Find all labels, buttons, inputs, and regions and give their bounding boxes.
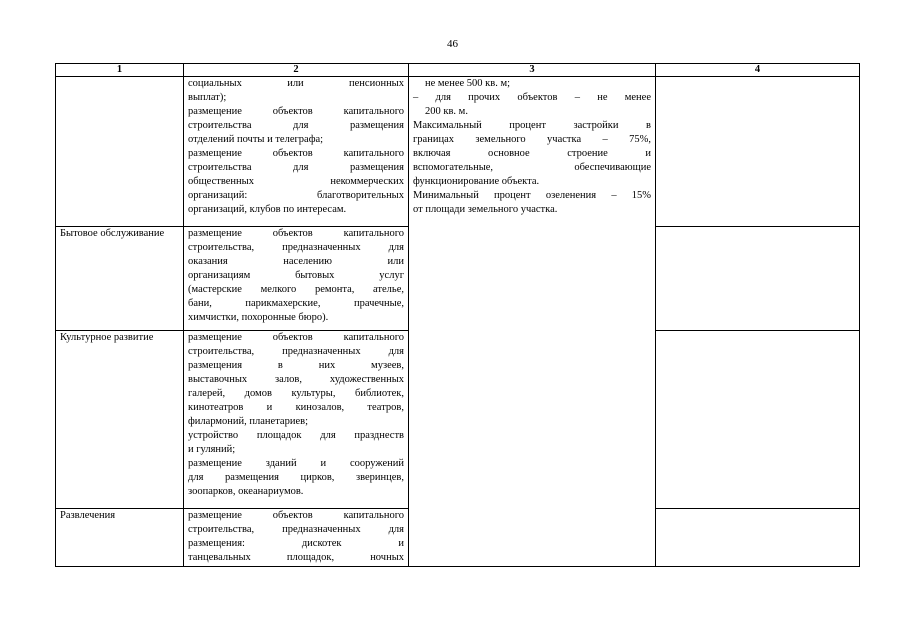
description-line: организаций: благотворительных	[188, 190, 404, 201]
regulations-table	[55, 63, 860, 567]
cell-restrictions	[656, 509, 860, 567]
table-row	[56, 77, 860, 227]
description-line: строительства, предназначенных для	[188, 524, 404, 535]
parameter-line: Минимальный процент озеленения – 15%	[413, 190, 651, 201]
description-line: организаций, клубов по интересам.	[188, 204, 347, 215]
parameter-line: от площади земельного участка.	[413, 204, 558, 215]
parameter-line: 200 кв. м.	[425, 106, 468, 117]
description-line: (мастерские мелкого ремонта, ателье,	[188, 284, 404, 295]
cell-description	[184, 227, 409, 331]
cell-restrictions	[656, 227, 860, 331]
description-line: размещение объектов капитального	[188, 106, 404, 117]
description-line: размещение объектов капитального	[188, 332, 404, 343]
description-line: выставочных залов, художественных	[188, 374, 404, 385]
description-line: строительства, предназначенных для	[188, 346, 404, 357]
cell-use-type: Развлечения	[56, 509, 184, 567]
description-line: строительства для размещения	[188, 162, 404, 173]
description-line: размещение объектов капитального	[188, 228, 404, 239]
parameter-line: Максимальный процент застройки в	[413, 120, 651, 131]
description-line: размещения: дискотек и	[188, 538, 404, 549]
description-line: выплат);	[188, 92, 227, 103]
description-line: и гуляний;	[188, 444, 236, 455]
header-col-2: 2	[184, 64, 409, 77]
cell-use-type	[56, 77, 184, 227]
description-line: отделений почты и телеграфа;	[188, 134, 324, 145]
cell-parameters	[409, 77, 656, 567]
parameter-line: не менее 500 кв. м;	[425, 78, 511, 89]
header-col-4: 4	[656, 64, 860, 77]
parameter-line: функционирование объекта.	[413, 176, 540, 187]
description-line: бани, парикмахерские, прачечные,	[188, 298, 404, 309]
cell-description	[184, 331, 409, 509]
description-line: строительства, предназначенных для	[188, 242, 404, 253]
parameter-line: вспомогательные, обеспечивающие	[413, 162, 651, 173]
description-line: кинотеатров и кинозалов, театров,	[188, 402, 404, 413]
cell-use-type: Бытовое обслуживание	[56, 227, 184, 331]
table-header-row	[56, 64, 860, 77]
description-line: общественных некоммерческих	[188, 176, 404, 187]
header-col-3: 3	[409, 64, 656, 77]
description-line: оказания населению или	[188, 256, 404, 267]
description-line: строительства для размещения	[188, 120, 404, 131]
cell-restrictions	[656, 331, 860, 509]
description-line: размещения в них музеев,	[188, 360, 404, 371]
description-line: устройство площадок для празднеств	[188, 430, 404, 441]
cell-description	[184, 77, 409, 227]
description-line: размещение объектов капитального	[188, 148, 404, 159]
description-line: химчистки, похоронные бюро).	[188, 312, 329, 323]
description-line: социальных или пенсионных	[188, 78, 404, 89]
cell-restrictions	[656, 77, 860, 227]
description-line: танцевальных площадок, ночных	[188, 552, 404, 563]
description-line: размещение зданий и сооружений	[188, 458, 404, 469]
description-line: организациям бытовых услуг	[188, 270, 404, 281]
cell-description	[184, 509, 409, 567]
description-line: для размещения цирков, зверинцев,	[188, 472, 404, 483]
parameter-line: включая основное строение и	[413, 148, 651, 159]
cell-use-type: Культурное развитие	[56, 331, 184, 509]
header-col-1: 1	[56, 64, 184, 77]
parameter-line: – для прочих объектов – не менее	[413, 92, 651, 103]
parameter-line: границах земельного участка – 75%,	[413, 134, 651, 145]
description-line: галерей, домов культуры, библиотек,	[188, 388, 404, 399]
description-line: зоопарков, океанариумов.	[188, 486, 304, 497]
page-number: 46	[447, 38, 458, 50]
description-line: размещение объектов капитального	[188, 510, 404, 521]
description-line: филармоний, планетариев;	[188, 416, 308, 427]
